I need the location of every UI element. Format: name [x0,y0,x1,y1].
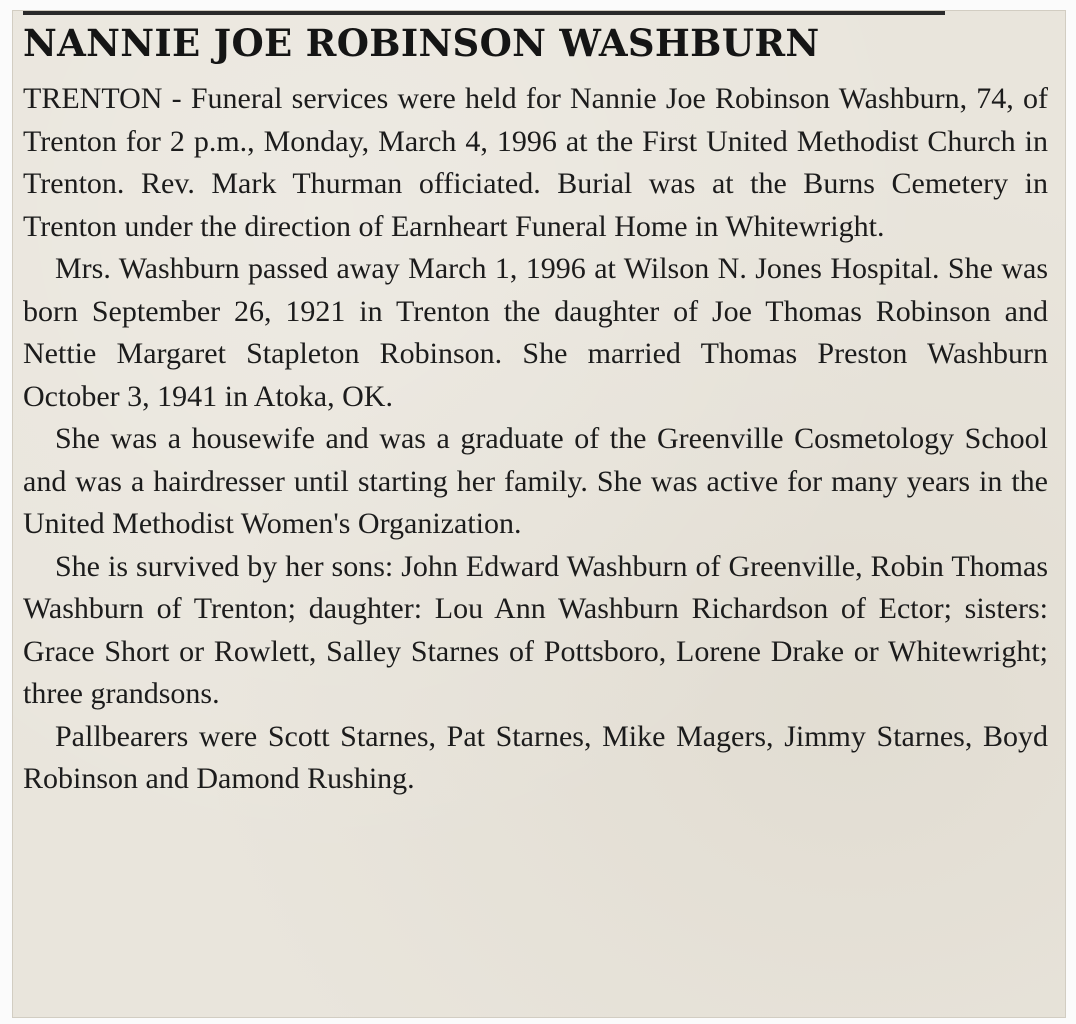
paragraph-services: TRENTON - Funeral services were held for Nannie Joe Robinson Washburn, 74, of Trenton for 2 p.m., Monday, March 4, 1996 at the First United Methodist Church in Trenton. Rev. Mark Thurman officiated. Burial was at the Burns Cemetery in Trenton under the direction of Earnheart Funeral Home in Whitewright. [23,82,1048,243]
paragraph-pallbearers: Pallbearers were Scott Starnes, Pat Starnes, Mike Magers, Jimmy Starnes, Boyd Robinson and Damond Rushing. [23,719,1048,795]
top-rule [23,11,945,15]
paragraph-passing: Mrs. Washburn passed away March 1, 1996 at Wilson N. Jones Hospital. She was born September 26, 1921 in Trenton the daughter of Joe Thomas Robinson and Nettie Margaret Stapleton Robinson. She married Thomas Preston Washburn October 3, 1941 in Atoka, OK. [23,252,1048,413]
paragraph-life: She was a housewife and was a graduate of the Greenville Cosmetology School and was a hairdresser until starting her family. She was active for many years in the United Methodist Women's Organization. [23,422,1048,540]
paragraph-survivors: She is survived by her sons: John Edward Washburn of Greenville, Robin Thomas Washburn of Trenton; daughter: Lou Ann Washburn Richardson of Ector; sisters: Grace Short or Rowlett, Salley Starnes of Pottsboro, Lorene Drake or Whitewright; three grandsons. [23,549,1048,710]
obituary-body [23,78,1048,801]
obituary-headline: NANNIE JOE ROBINSON WASHBURN [23,21,820,65]
newspaper-clipping [13,11,1065,1017]
